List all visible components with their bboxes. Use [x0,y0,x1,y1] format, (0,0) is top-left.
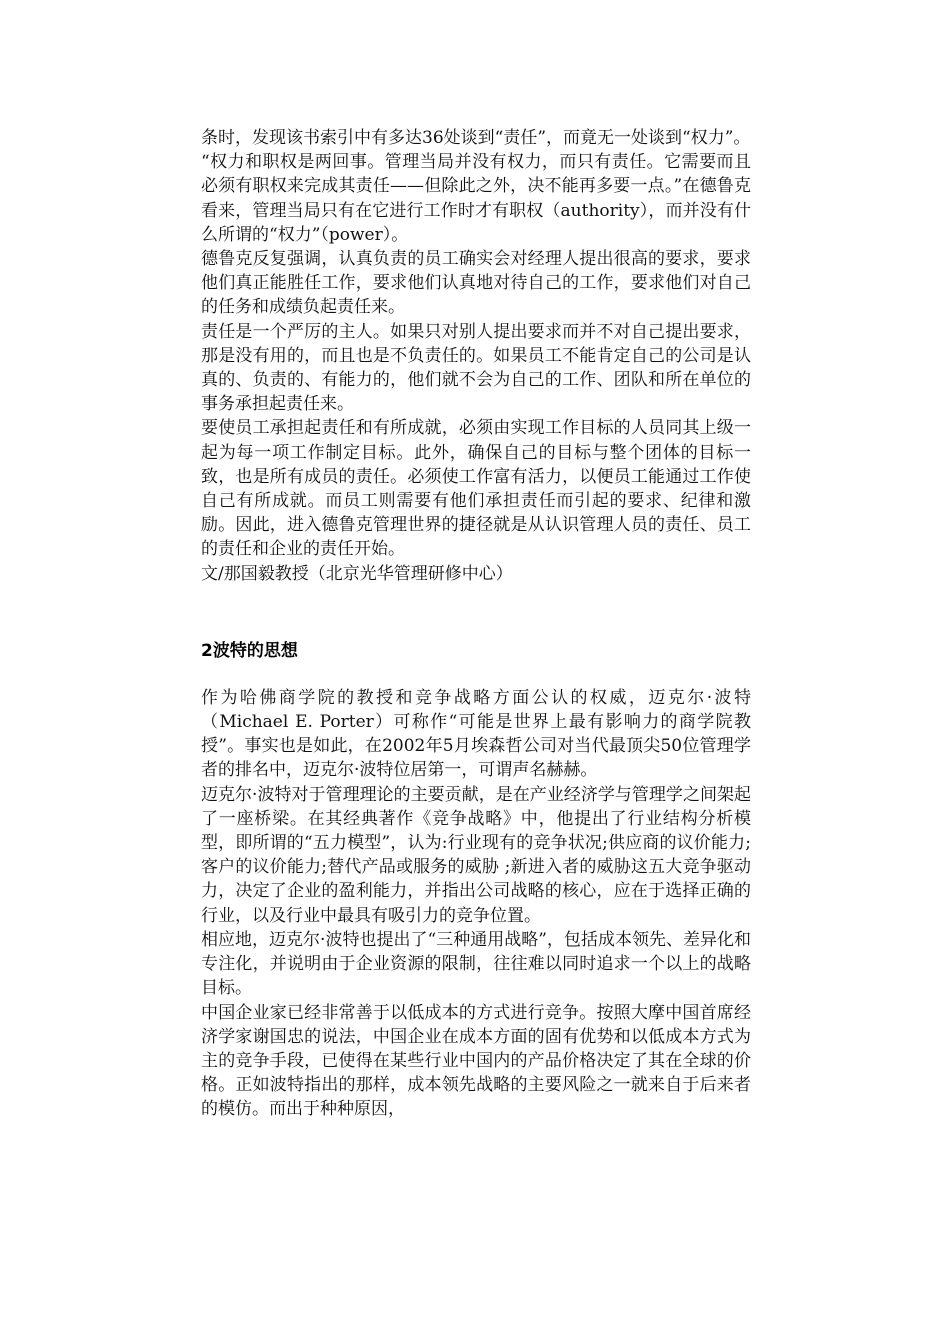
author-credit: 文/那国毅教授（北京光华管理研修中心） [201,563,513,584]
paragraph: 责任是一个严厉的主人。如果只对别人提出要求而并不对自己提出要求，那是没有用的，而且也是不负责任的。如果员工不能肯定自己的公司是认真的、负责的、有能力的，他们就不会为自己的工作、团队和所在单位的事务承担起责任来。 [201,321,751,415]
document-page [201,126,751,1122]
paragraph: 条时，发现该书索引中有多达36处谈到“责任”，而竟无一处谈到“权力”。 [201,128,751,148]
paragraph: 迈克尔·波特对于管理理论的主要贡献，是在产业经济学与管理学之间架起了一座桥梁。在其经典著作《竞争战略》中，他提出了行业结构分析模型，即所谓的“五力模型”，认为:行业现有的竞争状况;供应商的议价能力;客户的议价能力;替代产品或服务的威胁 ;新进入者的威胁这五大竞争驱动力，决定了企业的盈利能力，并指出公司战略的核心，应在于选择正确的行业，以及行业中最具有吸引力的竞争位置。 [201,784,751,926]
paragraph: 要使员工承担起责任和有所成就，必须由实现工作目标的人员同其上级一起为每一项工作制定目标。此外，确保自己的目标与整个团体的目标一致，也是所有成员的责任。必须使工作富有活力，以便员工能通过工作使自己有所成就。而员工则需要有他们承担责任而引起的要求、纪律和激励。因此，进入德鲁克管理世界的捷径就是从认识管理人员的责任、员工的责任和企业的责任开始。 [201,418,751,560]
paragraph: “权力和职权是两回事。管理当局并没有权力，而只有责任。它需要而且必须有职权来完成其责任——但除此之外，决不能再多要一点。”在德鲁克看来，管理当局只有在它进行工作时才有职权（authority），而并没有什么所谓的“权力”（power）。 [201,152,751,245]
section-porter [201,686,751,1122]
paragraph: 德鲁克反复强调，认真负责的员工确实会对经理人提出很高的要求，要求他们真正能胜任工作，要求他们认真地对待自己的工作，要求他们对自己的任务和成绩负起责任来。 [201,249,751,318]
paragraph: 作为哈佛商学院的教授和竞争战略方面公认的权威，迈克尔·波特（Michael E. Porter）可称作“可能是世界上最有影响力的商学院教授”。事实也是如此，在2002年5月埃森哲公司对当代最顶尖50位管理学者的排名中，迈克尔·波特位居第一，可谓声名赫赫。 [201,687,751,781]
paragraph: 中国企业家已经非常善于以低成本的方式进行竞争。按照大摩中国首席经济学家谢国忠的说法，中国企业在成本方面的固有优势和以低成本方式为主的竞争手段，已使得在某些行业中国内的产品价格决定了其在全球的价格。正如波特指出的那样，成本领先战略的主要风险之一就来自于后来者的模仿。而出于种种原因， [201,1002,751,1120]
paragraph: 相应地，迈克尔·波特也提出了“三种通用战略”，包括成本领先、差异化和专注化，并说明由于企业资源的限制，往往难以同时追求一个以上的战略目标。 [201,929,751,999]
section-responsibility [201,126,751,586]
section-heading: 2波特的思想 [201,640,298,661]
